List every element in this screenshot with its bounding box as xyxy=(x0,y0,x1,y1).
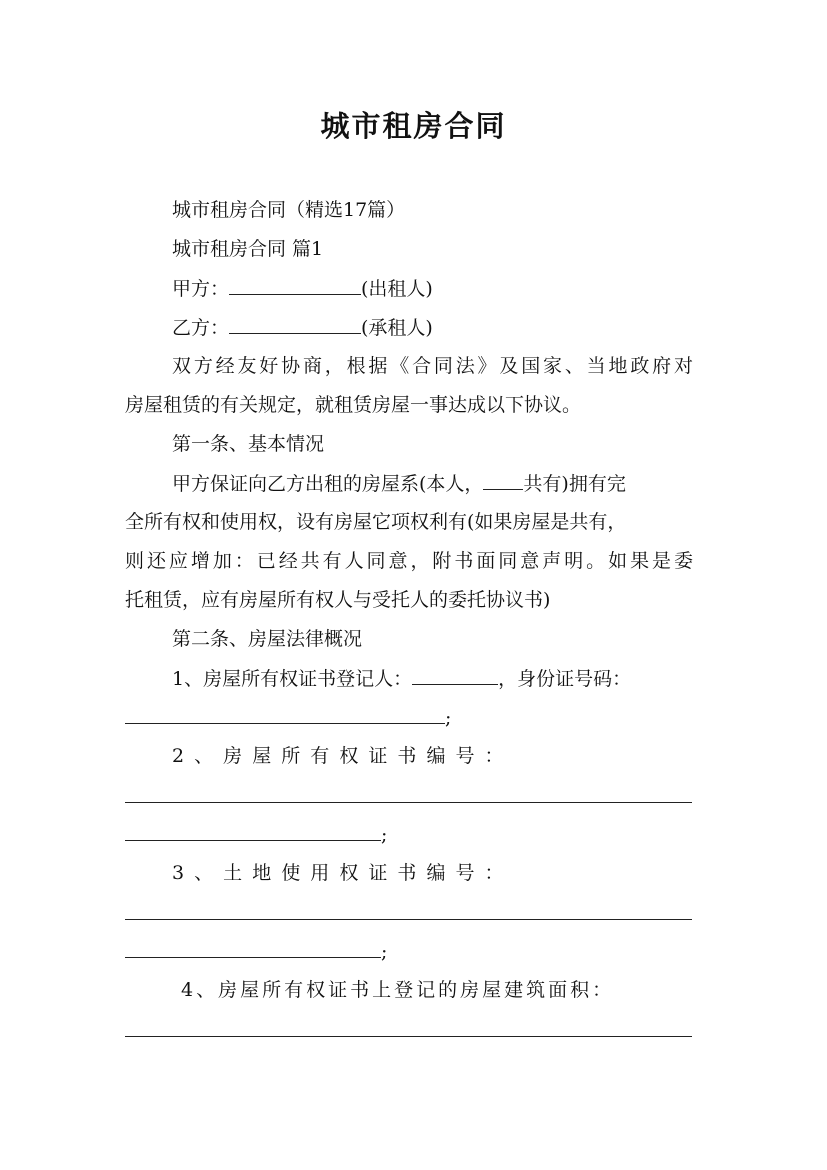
item-4-blank xyxy=(125,1036,692,1037)
id-number-line xyxy=(125,705,451,730)
item-1-text-a: 1、房屋所有权证书登记人： xyxy=(172,668,413,690)
id-number-blank xyxy=(125,705,445,724)
paragraph-1-line-2: 房屋租赁的有关规定，就租赁房屋一事达成以下协议。 xyxy=(125,394,582,416)
item-2-line: 2 、 房 屋 所 有 权 证 书 编 号 ： xyxy=(172,745,504,767)
paragraph-2-line-4: 托租赁，应有房屋所有权人与受托人的委托协议书) xyxy=(125,589,551,611)
item-2-blank-1 xyxy=(125,802,692,803)
subtitle-line: 城市租房合同（精选17篇） xyxy=(172,199,406,221)
party-a-role: (出租人) xyxy=(361,278,433,300)
section-heading-line: 城市租房合同 篇1 xyxy=(172,238,324,260)
party-b-line xyxy=(172,315,433,340)
co-owner-blank xyxy=(483,471,523,490)
party-a-label: 甲方： xyxy=(172,278,230,300)
id-number-end: ; xyxy=(445,707,452,729)
document-title: 城市租房合同 xyxy=(320,109,507,143)
item-3-blank-1 xyxy=(125,919,692,920)
item-3-line-end xyxy=(125,939,387,964)
paragraph-2-line-3: 则还应增加：已经共有人同意，附书面同意声明。如果是委 xyxy=(125,550,693,572)
item-1-line xyxy=(172,666,631,691)
item-3-end: ; xyxy=(381,941,388,963)
item-3-blank-2 xyxy=(125,939,381,958)
item-4-line: 4、房屋所有权证书上登记的房屋建筑面积： xyxy=(181,979,615,1001)
party-b-label: 乙方： xyxy=(172,317,230,339)
paragraph-2-text-a: 甲方保证向乙方出租的房屋系(本人， xyxy=(172,473,484,495)
item-3-line: 3 、 土 地 使 用 权 证 书 编 号 ： xyxy=(172,862,504,884)
article-1-heading: 第一条、基本情况 xyxy=(172,433,325,455)
paragraph-1-line-1: 双方经友好协商，根据《合同法》及国家、当地政府对 xyxy=(172,355,693,377)
paragraph-2-line-1 xyxy=(172,471,626,496)
item-2-end: ; xyxy=(381,824,388,846)
article-2-heading: 第二条、房屋法律概况 xyxy=(172,628,363,650)
registrant-blank xyxy=(412,666,498,685)
item-2-blank-2 xyxy=(125,822,381,841)
party-b-blank xyxy=(229,315,361,334)
party-a-blank xyxy=(229,276,361,295)
party-a-line xyxy=(172,276,433,301)
item-1-text-b: ，身份证号码： xyxy=(498,668,632,690)
paragraph-2-text-b: 共有)拥有完 xyxy=(523,473,626,495)
party-b-role: (承租人) xyxy=(361,317,433,339)
paragraph-2-line-2: 全所有权和使用权，设有房屋它项权利有(如果房屋是共有， xyxy=(125,511,627,533)
item-2-line-end xyxy=(125,822,387,847)
